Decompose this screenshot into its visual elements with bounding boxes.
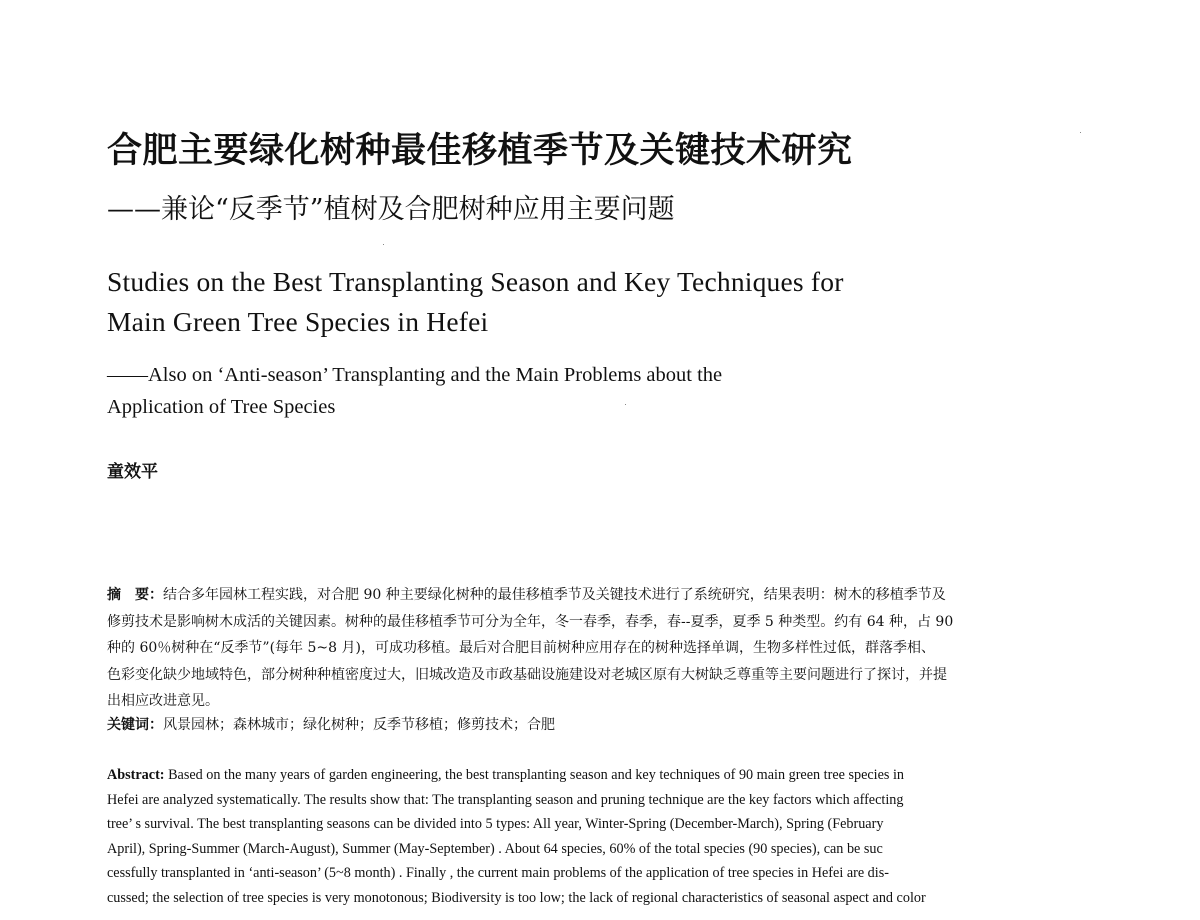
scan-speck	[1080, 132, 1081, 133]
english-subtitle-line: ——Also on ‘Anti-season’ Transplanting and the Main Problems about the	[107, 364, 723, 386]
english-abstract-text: Based on the many years of garden engineering, the best transplanting season and key techniques of 90 main green tree species in	[164, 767, 905, 783]
english-abstract-line: tree’ s survival. The best transplanting seasons can be divided into 5 types: All year, Winter-Spring (December-March), Spring (February	[107, 816, 884, 832]
chinese-keywords-text: 风景园林；森林城市；绿化树种；反季节移植；修剪技术；合肥	[163, 717, 555, 733]
chinese-abstract-line: 色彩变化缺少地域特色，部分树种种植密度过大，旧城改造及市政基础设施建设对老城区原有大树缺乏尊重等主要问题进行了探讨，并提	[107, 666, 947, 683]
chinese-abstract-line: 种的 60％树种在“反季节”(每年 5~8 月)，可成功移植。最后对合肥目前树种应用存在的树种选择单调，生物多样性过低，群落季相、	[107, 640, 935, 656]
chinese-abstract	[107, 582, 1077, 715]
chinese-keywords-label: 关键词：	[107, 717, 163, 733]
chinese-abstract-text: 结合多年园林工程实践，对合肥 90 种主要绿化树种的最佳移植季节及关键技术进行了系统研究，结果表明：树木的移植季节及	[163, 587, 946, 603]
chinese-keywords	[107, 712, 1077, 738]
english-title-line: Studies on the Best Transplanting Season and Key Techniques for	[107, 266, 844, 297]
scan-speck	[625, 404, 626, 405]
english-subtitle-line: Application of Tree Species	[107, 396, 336, 418]
english-abstract-line: cussed; the selection of tree species is very monotonous; Biodiversity is too low; the lack of regional characteristics of seasonal aspect and color	[107, 889, 926, 906]
english-abstract-line	[107, 763, 1077, 788]
chinese-abstract-line	[107, 582, 1077, 609]
chinese-subtitle: ——兼论“反季节”植树及合肥树种应用主要问题	[107, 194, 675, 225]
scan-speck	[383, 244, 384, 245]
english-abstract-line: Hefei are analyzed systematically. The results show that: The transplanting season and pruning technique are the key factors which affecting	[107, 791, 904, 808]
chinese-title: 合肥主要绿化树种最佳移植季节及关键技术研究	[107, 130, 853, 171]
english-abstract	[107, 763, 1077, 910]
author-name: 童效平	[107, 462, 158, 482]
chinese-abstract-line: 修剪技术是影响树木成活的关键因素。树种的最佳移植季节可分为全年，冬一春季，春季，春--夏季，夏季 5 种类型。约有 64 种，占 90	[107, 613, 954, 630]
english-title	[107, 262, 1007, 342]
english-abstract-line: April), Spring-Summer (March-August), Summer (May-September) . About 64 species, 60% of the total species (90 species), can be suc	[107, 840, 883, 857]
english-abstract-label: Abstract:	[107, 767, 165, 783]
english-abstract-line: cessfully transplanted in ‘anti-season’ (5~8 month) . Finally , the current main problems of the application of tree species in Hefei are dis-	[107, 865, 889, 881]
english-subtitle	[107, 359, 1007, 423]
english-title-line: Main Green Tree Species in Hefei	[107, 306, 489, 337]
chinese-abstract-label: 摘 要：	[107, 587, 163, 603]
chinese-abstract-line: 出相应改进意见。	[107, 693, 219, 709]
